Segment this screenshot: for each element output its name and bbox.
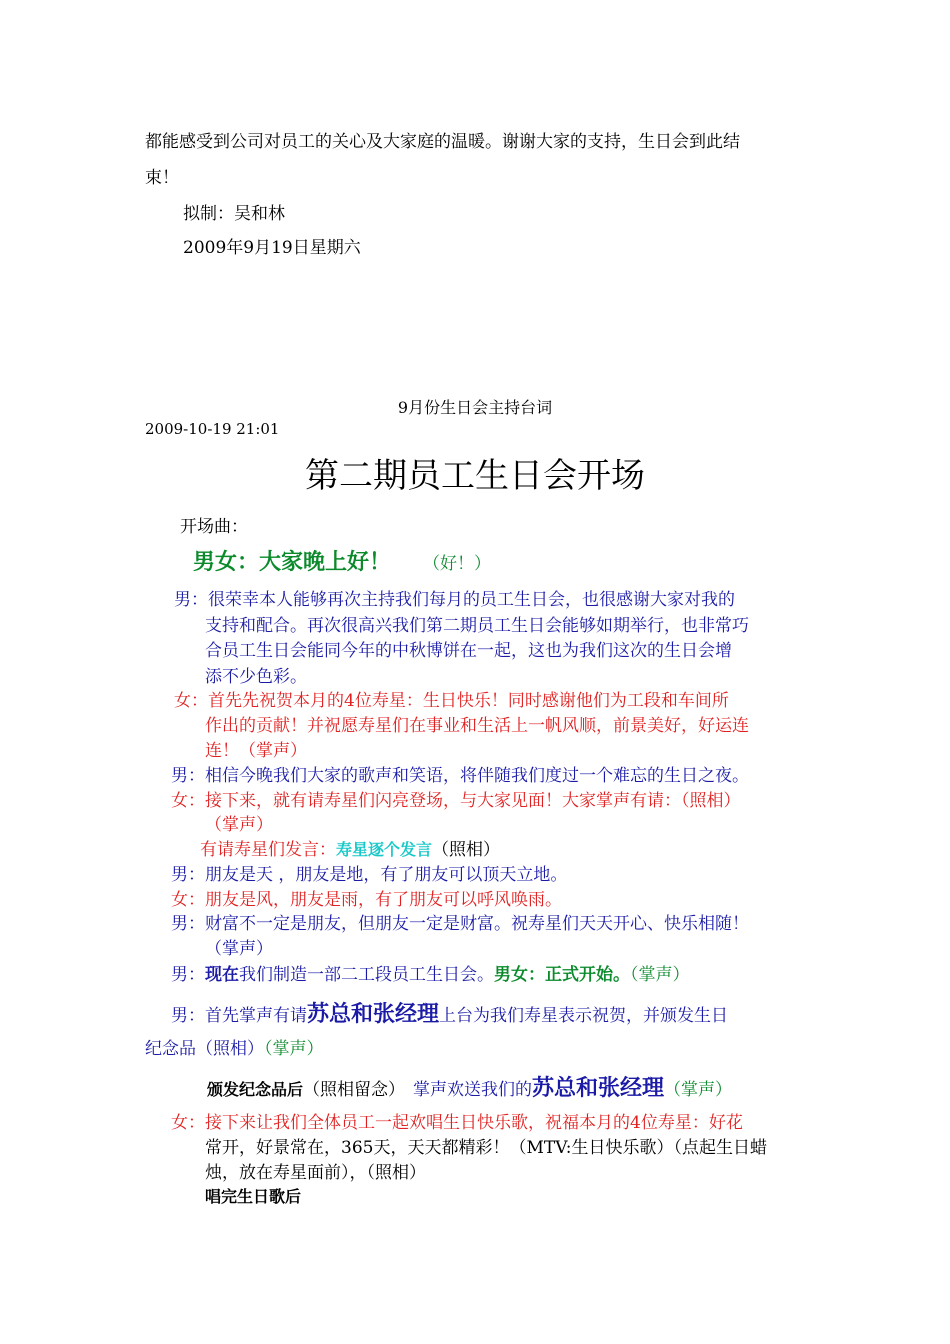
- female-line-1c: 连！（掌声）: [205, 741, 307, 761]
- opening-song: 开场曲：: [180, 517, 248, 537]
- award-after: 颁发纪念品后: [207, 1080, 304, 1099]
- male-line-6-leaders: 苏总和张经理: [307, 1002, 440, 1027]
- award-applause: （掌声）: [664, 1080, 733, 1100]
- male-line-5-start: 男女：正式开始。: [494, 965, 630, 985]
- male-line-6-text: 上台为我们寿星表示祝贺，并颁发生日: [439, 1006, 729, 1026]
- male-line-5: [171, 960, 690, 985]
- male-line-6-gift: 纪念品（照相）: [145, 1039, 264, 1059]
- greeting-line: [193, 545, 491, 576]
- award-leaders: 苏总和张经理: [532, 1076, 665, 1101]
- male-line-5-text: 我们制造一部二工段员工生日会。: [239, 965, 494, 985]
- female-line-4c: 烛，放在寿星面前），（照相）: [205, 1163, 426, 1183]
- male-line-1d: 添不少色彩。: [205, 667, 307, 687]
- greeting-reply: （好！）: [423, 554, 492, 574]
- speech-photo: （照相）: [432, 840, 501, 860]
- male-line-6a: [171, 997, 728, 1028]
- male-line-2: 男：相信今晚我们大家的歌声和笑语，将伴随我们度过一个难忘的生日之夜。: [171, 766, 749, 786]
- article-timestamp: 2009-10-19 21:01: [145, 420, 280, 438]
- male-line-6-invite: 男：首先掌声有请: [171, 1006, 307, 1026]
- award-line: [207, 1071, 732, 1102]
- after-song: 唱完生日歌后: [205, 1187, 302, 1206]
- date-line: 2009年9月19日星期六: [183, 238, 361, 258]
- male-line-3: 男：朋友是天 ，朋友是地，有了朋友可以顶天立地。: [171, 865, 568, 885]
- intro-line-2: 束！: [145, 168, 179, 188]
- male-line-4a: 男：财富不一定是朋友，但朋友一定是财富。祝寿星们天天开心、快乐相随！: [171, 914, 749, 934]
- speech-line: [200, 835, 500, 860]
- female-line-3: 女：朋友是风，朋友是雨，有了朋友可以呼风唤雨。: [171, 890, 562, 910]
- intro-line-1: 都能感受到公司对员工的关心及大家庭的温暖。谢谢大家的支持，生日会到此结: [145, 132, 740, 152]
- speech-invite: 有请寿星们发言：: [200, 840, 336, 860]
- female-line-2a: 女：接下来，就有请寿星们闪亮登场，与大家见面！大家掌声有请：（照相）: [171, 791, 741, 811]
- female-line-2b: （掌声）: [205, 815, 273, 835]
- female-line-4b: 常开，好景常在，365天，天天都精彩！（MTV:生日快乐歌）（点起生日蜡: [205, 1138, 767, 1158]
- award-farewell: 掌声欢送我们的: [413, 1080, 533, 1100]
- author-line: 拟制：吴和林: [183, 204, 285, 224]
- male-line-6-applause: （掌声）: [264, 1039, 324, 1059]
- male-line-5-speaker: 男：: [171, 965, 205, 985]
- male-line-6b: [145, 1034, 324, 1059]
- male-line-1a: 男：很荣幸本人能够再次主持我们每月的员工生日会，也很感谢大家对我的: [174, 590, 735, 610]
- speech-each: 寿星逐个发言: [336, 840, 433, 859]
- article-heading: 9月份生日会主持台词: [397, 398, 553, 417]
- male-line-1b: 支持和配合。再次很高兴我们第二期员工生日会能够如期举行，也非常巧: [205, 616, 749, 636]
- male-line-5-applause: （掌声）: [630, 965, 690, 985]
- article-title: 第二期员工生日会开场: [305, 456, 645, 496]
- female-line-1b: 作出的贡献！并祝愿寿星们在事业和生活上一帆风顺，前景美好，好运连: [205, 716, 749, 736]
- female-line-4a: 女：接下来让我们全体员工一起欢唱生日快乐歌，祝福本月的4位寿星：好花: [171, 1113, 743, 1133]
- male-line-5-now: 现在: [205, 965, 239, 985]
- male-line-1c: 合员工生日会能同今年的中秋博饼在一起，这也为我们这次的生日会增: [205, 641, 732, 661]
- greeting-main: 男女：大家晚上好！: [193, 550, 392, 575]
- male-line-4b: （掌声）: [205, 939, 273, 959]
- award-photo: （照相留念）: [303, 1080, 406, 1100]
- female-line-1a: 女：首先先祝贺本月的4位寿星：生日快乐！同时感谢他们为工段和车间所: [174, 691, 729, 711]
